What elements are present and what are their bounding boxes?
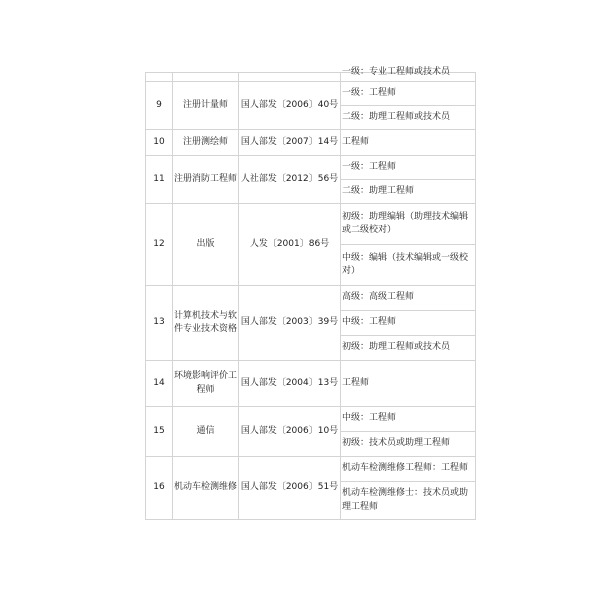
level-cell: 一级：工程师 — [341, 156, 476, 180]
index-cell: 9 — [146, 82, 173, 130]
level-cell: 工程师 — [341, 130, 476, 156]
table-row — [146, 457, 476, 482]
table-row-partial — [146, 73, 476, 82]
level-cell: 一级：工程师 — [341, 82, 476, 106]
document-cell — [239, 73, 341, 82]
table-row — [146, 407, 476, 432]
index-cell: 15 — [146, 407, 173, 457]
index-cell: 13 — [146, 286, 173, 361]
qualification-table-container — [145, 67, 475, 524]
index-cell: 16 — [146, 457, 173, 520]
index-cell: 14 — [146, 361, 173, 407]
table-row — [146, 286, 476, 311]
name-cell — [173, 73, 239, 82]
level-cell: 高级：高级工程师 — [341, 286, 476, 311]
level-text: 一级：专业工程师或技术员 — [342, 67, 451, 77]
document-cell: 国人部发〔2003〕39号 — [239, 286, 341, 361]
name-cell: 注册消防工程师 — [173, 156, 239, 204]
name-cell: 环境影响评价工程师 — [173, 361, 239, 407]
index-cell: 11 — [146, 156, 173, 204]
level-cell: 二级：助理工程师或技术员 — [341, 106, 476, 130]
table-row — [146, 204, 476, 245]
level-cell — [341, 67, 476, 82]
document-cell: 国人部发〔2006〕51号 — [239, 457, 341, 520]
name-cell: 通信 — [173, 407, 239, 457]
document-cell: 国人部发〔2006〕10号 — [239, 407, 341, 457]
name-cell: 注册计量师 — [173, 82, 239, 130]
level-cell: 初级：助理工程师或技术员 — [341, 336, 476, 361]
level-cell: 工程师 — [341, 361, 476, 407]
document-cell: 国人部发〔2007〕14号 — [239, 130, 341, 156]
level-cell: 中级：工程师 — [341, 407, 476, 432]
name-cell: 出版 — [173, 204, 239, 286]
index-cell: 12 — [146, 204, 173, 286]
level-cell: 中级：编辑（技术编辑或一级校对） — [341, 245, 476, 286]
index-cell — [146, 73, 173, 82]
level-cell: 机动车检测维修士：技术员或助理工程师 — [341, 482, 476, 520]
table-row — [146, 156, 476, 180]
name-cell: 机动车检测维修 — [173, 457, 239, 520]
qualification-table — [145, 67, 476, 520]
name-cell: 注册测绘师 — [173, 130, 239, 156]
level-cell: 机动车检测维修工程师：工程师 — [341, 457, 476, 482]
level-cell: 初级：助理编辑（助理技术编辑或二级校对） — [341, 204, 476, 245]
table-row — [146, 130, 476, 156]
document-cell: 人发〔2001〕86号 — [239, 204, 341, 286]
level-cell: 初级：技术员或助理工程师 — [341, 432, 476, 457]
document-cell: 人社部发〔2012〕56号 — [239, 156, 341, 204]
table-row — [146, 361, 476, 407]
document-cell: 国人部发〔2006〕40号 — [239, 82, 341, 130]
name-cell: 计算机技术与软件专业技术资格 — [173, 286, 239, 361]
table-row — [146, 82, 476, 106]
index-cell: 10 — [146, 130, 173, 156]
level-cell: 中级：工程师 — [341, 311, 476, 336]
level-cell: 二级：助理工程师 — [341, 180, 476, 204]
document-cell: 国人部发〔2004〕13号 — [239, 361, 341, 407]
